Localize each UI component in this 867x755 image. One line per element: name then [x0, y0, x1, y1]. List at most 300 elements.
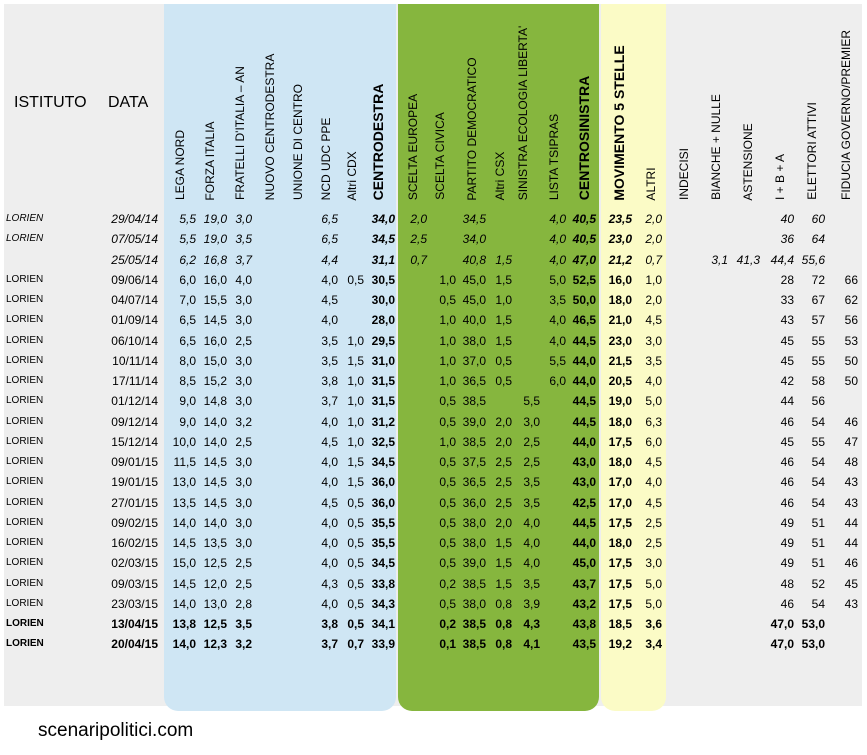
cell-sc: 0,5	[439, 293, 456, 307]
cell-pd: 40,0	[462, 313, 486, 328]
cell-ncdudc: 4,0	[321, 475, 338, 490]
row-istituto: LORIEN	[6, 435, 44, 447]
cell-ibpa: 33	[780, 293, 794, 307]
cell-sel: 4,3	[523, 617, 540, 631]
cell-tsipras: 6,0	[549, 374, 566, 388]
cell-cdx: 31,1	[371, 252, 395, 267]
cell-sel: 4,0	[523, 515, 540, 530]
cell-sel: 3,0	[523, 414, 540, 429]
cell-sel: 4,0	[523, 556, 540, 571]
cell-ibpa: 46	[780, 495, 794, 510]
cell-fdi: 3,0	[235, 455, 252, 469]
cell-cdx: 30,5	[371, 272, 395, 287]
cell-lega: 6,2	[179, 252, 196, 267]
cell-sc: 0,5	[439, 455, 456, 469]
cell-tsipras: 4,0	[549, 313, 566, 328]
cell-ncdudc: 4,0	[321, 515, 338, 530]
cell-altri: 2,5	[645, 515, 662, 530]
row-istituto: LORIEN	[6, 213, 44, 224]
column-header-bianche: BIANCHE + NULLE	[709, 94, 723, 200]
cell-fi: 14,5	[203, 495, 227, 510]
cell-altricdx: 0,7	[347, 637, 364, 652]
column-header-altricdx: Altri CDX	[345, 150, 359, 201]
cell-ibpa: 42	[780, 374, 794, 388]
column-header-m5s: MOVIMENTO 5 STELLE	[611, 44, 627, 201]
cell-fi: 14,8	[203, 394, 227, 409]
cell-fdi: 3,0	[235, 374, 252, 388]
cell-csx: 50,0	[572, 293, 596, 307]
cell-fiducia: 56	[844, 313, 858, 328]
cell-altricsx: 2,5	[495, 495, 512, 510]
cell-altricsx: 1,0	[495, 293, 512, 307]
cell-altri: 4,5	[645, 455, 662, 469]
cell-m5s: 23,0	[608, 232, 632, 247]
column-header-elettori: ELETTORI ATTIVI	[805, 102, 819, 200]
row-date: 15/12/14	[111, 434, 158, 449]
cell-tsipras: 5,0	[549, 272, 566, 287]
cell-fdi: 3,0	[235, 495, 252, 510]
row-date: 13/04/15	[111, 617, 158, 631]
cell-cdx: 34,0	[371, 212, 395, 226]
cell-ncdudc: 4,0	[321, 596, 338, 611]
cell-cdx: 33,8	[371, 576, 395, 591]
cell-cdx: 31,5	[371, 374, 395, 388]
cell-tsipras: 4,0	[549, 333, 566, 348]
cell-pd: 36,5	[462, 475, 486, 490]
cell-altricsx: 2,0	[495, 414, 512, 429]
cell-sel: 2,5	[523, 455, 540, 469]
row-istituto: LORIEN	[6, 294, 44, 305]
cell-se: 2,0	[410, 212, 427, 226]
cell-cdx: 31,2	[371, 414, 395, 429]
cell-altricdx: 1,5	[347, 455, 364, 469]
cell-altricdx: 0,5	[347, 272, 364, 287]
cell-altricdx: 0,5	[347, 556, 364, 571]
cell-altricdx: 1,0	[347, 374, 364, 388]
cell-sel: 3,5	[523, 475, 540, 490]
cell-altricdx: 0,5	[347, 596, 364, 611]
cell-altri: 2,0	[645, 293, 662, 307]
cell-fi: 12,0	[203, 576, 227, 591]
cell-elettori: 51	[811, 556, 825, 571]
cell-csx: 45,0	[572, 556, 596, 571]
cell-fdi: 3,5	[235, 617, 252, 631]
row-date: 19/01/15	[111, 475, 158, 490]
row-date: 02/03/15	[111, 556, 158, 571]
cell-m5s: 18,0	[608, 455, 632, 469]
cell-pd: 37,0	[462, 353, 486, 368]
cell-tsipras: 4,0	[549, 232, 566, 247]
cell-ncdudc: 3,7	[321, 637, 338, 652]
cell-sel: 5,5	[523, 394, 540, 409]
cell-ibpa: 48	[780, 576, 794, 591]
cell-elettori: 55,6	[801, 252, 825, 267]
cell-fiducia: 43	[844, 495, 858, 510]
cell-sc: 1,0	[439, 333, 456, 348]
cell-pd: 39,0	[462, 414, 486, 429]
cell-altri: 3,4	[645, 637, 662, 652]
cell-elettori: 57	[811, 313, 825, 328]
cell-pd: 34,0	[462, 232, 486, 247]
cell-fi: 13,5	[203, 536, 227, 550]
cell-ibpa: 40	[780, 212, 794, 226]
cell-cdx: 34,1	[371, 617, 395, 631]
cell-lega: 5,5	[179, 232, 196, 247]
row-date: 09/02/15	[111, 515, 158, 530]
cell-pd: 34,5	[462, 212, 486, 226]
cell-m5s: 19,2	[608, 637, 632, 652]
cell-lega: 14,5	[172, 536, 196, 550]
cell-altri: 2,0	[645, 232, 662, 247]
cell-fdi: 2,8	[235, 596, 252, 611]
cell-csx: 43,5	[572, 637, 596, 652]
cell-ncdudc: 4,5	[321, 434, 338, 449]
cell-cdx: 30,0	[371, 293, 395, 307]
cell-ibpa: 47,0	[770, 617, 794, 631]
cell-ibpa: 44	[780, 394, 794, 409]
cell-altricdx: 1,0	[347, 394, 364, 409]
cell-altri: 3,0	[645, 333, 662, 348]
cell-elettori: 54	[811, 414, 825, 429]
cell-fiducia: 50	[844, 353, 858, 368]
cell-ibpa: 45	[780, 353, 794, 368]
column-header-csx: CENTROSINISTRA	[576, 75, 592, 201]
cell-altricsx: 2,5	[495, 455, 512, 469]
source-footer: scenaripolitici.com	[38, 720, 194, 741]
cell-altricsx: 1,5	[495, 576, 512, 591]
cell-altricdx: 0,5	[347, 515, 364, 530]
cell-altricsx: 1,5	[495, 252, 512, 267]
row-istituto: LORIEN	[6, 496, 44, 508]
cell-elettori: 55	[811, 434, 825, 449]
column-header-lega: LEGA NORD	[173, 129, 187, 201]
cell-altricsx: 1,5	[495, 313, 512, 328]
row-date: 01/09/14	[111, 313, 158, 328]
cell-pd: 38,0	[462, 536, 486, 550]
cell-csx: 44,5	[572, 333, 596, 348]
cell-tsipras: 4,0	[549, 212, 566, 226]
cell-csx: 43,0	[572, 455, 596, 469]
column-header-ibpa: I + B + A	[773, 153, 787, 201]
row-date: 01/12/14	[111, 394, 158, 409]
column-header-se: SCELTA EUROPEA	[406, 93, 420, 201]
cell-altri: 4,5	[645, 495, 662, 510]
cell-cdx: 35,5	[371, 515, 395, 530]
cell-fi: 15,2	[203, 374, 227, 388]
cell-pd: 38,5	[462, 576, 486, 591]
cell-ncdudc: 3,8	[321, 374, 338, 388]
cell-elettori: 51	[811, 536, 825, 550]
cell-fdi: 3,0	[235, 313, 252, 328]
cell-fi: 15,5	[203, 293, 227, 307]
row-date: 27/01/15	[111, 495, 158, 510]
header-istituto: ISTITUTO	[14, 94, 87, 111]
cell-fiducia: 45	[844, 576, 858, 591]
cell-ibpa: 43	[780, 313, 794, 328]
cell-cdx: 34,5	[371, 455, 395, 469]
row-date: 09/12/14	[111, 414, 158, 429]
cell-lega: 14,0	[172, 637, 196, 652]
cell-sc: 1,0	[439, 272, 456, 287]
cell-altri: 2,5	[645, 536, 662, 550]
column-header-fdi: FRATELLI D'ITALIA – AN	[233, 66, 247, 200]
cell-pd: 38,0	[462, 596, 486, 611]
cell-csx: 43,0	[572, 475, 596, 490]
cell-m5s: 21,5	[608, 353, 632, 368]
row-istituto: LORIEN	[6, 618, 44, 629]
cell-fi: 16,0	[203, 272, 227, 287]
cell-ibpa: 45	[780, 333, 794, 348]
cell-elettori: 53,0	[801, 617, 825, 631]
cell-ncdudc: 4,0	[321, 556, 338, 571]
cell-fi: 12,5	[203, 556, 227, 571]
cell-ncdudc: 6,5	[321, 212, 338, 226]
cell-altricsx: 0,5	[495, 353, 512, 368]
cell-lega: 6,5	[179, 313, 196, 328]
cell-pd: 38,0	[462, 333, 486, 348]
cell-cdx: 32,5	[371, 434, 395, 449]
cell-csx: 43,8	[572, 617, 596, 631]
cell-cdx: 35,5	[371, 536, 395, 550]
row-istituto: LORIEN	[6, 597, 44, 609]
column-header-fiducia: FIDUCIA GOVERNO/PREMIER	[839, 29, 853, 201]
cell-lega: 13,5	[172, 495, 196, 510]
cell-fi: 16,0	[203, 333, 227, 348]
cell-m5s: 23,0	[608, 333, 632, 348]
cell-m5s: 18,5	[608, 617, 632, 631]
cell-ncdudc: 4,0	[321, 536, 338, 550]
cell-elettori: 58	[811, 374, 825, 388]
cell-lega: 7,0	[179, 293, 196, 307]
cell-csx: 44,0	[572, 374, 596, 388]
cell-altri: 4,0	[645, 475, 662, 490]
cell-altri: 0,7	[645, 252, 662, 267]
cell-ncdudc: 4,0	[321, 414, 338, 429]
cell-lega: 8,5	[179, 374, 196, 388]
cell-fdi: 4,0	[235, 272, 252, 287]
cell-elettori: 67	[811, 293, 825, 307]
cell-ncdudc: 4,5	[321, 293, 338, 307]
cell-lega: 13,0	[172, 475, 196, 490]
cell-sc: 0,5	[439, 515, 456, 530]
cell-m5s: 16,0	[608, 272, 632, 287]
cell-ibpa: 28	[780, 272, 794, 287]
cell-lega: 11,5	[173, 455, 196, 469]
cell-fiducia: 44	[844, 536, 858, 550]
cell-m5s: 18,0	[608, 414, 632, 429]
cell-fi: 16,8	[203, 252, 227, 267]
cell-m5s: 17,5	[608, 596, 632, 611]
cell-cdx: 28,0	[371, 313, 395, 328]
cell-lega: 14,0	[172, 596, 196, 611]
cell-m5s: 21,2	[608, 252, 632, 267]
cell-ncdudc: 4,3	[321, 576, 338, 591]
cell-ncdudc: 4,4	[321, 252, 338, 267]
cell-ibpa: 44,4	[770, 252, 794, 267]
cell-astensione: 41,3	[736, 252, 760, 267]
cell-fiducia: 46	[844, 414, 858, 429]
cell-ibpa: 49	[780, 515, 794, 530]
cell-cdx: 33,9	[371, 637, 395, 652]
cell-ibpa: 46	[780, 414, 794, 429]
cell-pd: 45,0	[462, 293, 486, 307]
cell-csx: 44,5	[572, 515, 596, 530]
cell-fdi: 3,2	[235, 637, 252, 652]
row-date: 09/03/15	[111, 576, 158, 591]
cell-altricdx: 0,5	[347, 617, 364, 631]
column-header-altri: ALTRI	[644, 166, 658, 201]
header-data: DATA	[108, 94, 149, 111]
column-header-pd: PARTITO DEMOCRATICO	[465, 56, 479, 201]
cell-lega: 8,0	[179, 353, 196, 368]
cell-altricsx: 2,5	[495, 475, 512, 490]
cell-fi: 12,5	[203, 617, 227, 631]
cell-fdi: 2,5	[235, 434, 252, 449]
cell-fiducia: 66	[844, 272, 858, 287]
row-date: 06/10/14	[111, 333, 158, 348]
cell-sc: 0,5	[439, 495, 456, 510]
cell-fdi: 3,0	[235, 293, 252, 307]
cell-ibpa: 45	[780, 434, 794, 449]
row-date: 29/04/14	[111, 212, 158, 226]
cell-altricdx: 1,0	[347, 414, 364, 429]
cell-fdi: 3,0	[235, 536, 252, 550]
cell-altricsx: 2,0	[495, 515, 512, 530]
cell-elettori: 54	[811, 495, 825, 510]
cell-lega: 9,0	[179, 414, 196, 429]
cell-fiducia: 44	[844, 515, 858, 530]
cell-cdx: 31,5	[371, 394, 395, 409]
cell-sc: 0,2	[439, 576, 456, 591]
row-date: 10/11/14	[112, 353, 158, 368]
cell-pd: 40,8	[462, 252, 486, 267]
column-header-fi: FORZA ITALIA	[203, 120, 217, 201]
cell-fiducia: 53	[844, 333, 858, 348]
cell-elettori: 72	[811, 272, 825, 287]
cell-m5s: 17,5	[608, 556, 632, 571]
cell-sc: 0,5	[439, 556, 456, 571]
cell-fdi: 3,5	[235, 232, 252, 247]
cell-ibpa: 46	[780, 455, 794, 469]
cell-ncdudc: 4,5	[321, 495, 338, 510]
cell-sc: 1,0	[439, 434, 456, 449]
cell-sc: 1,0	[439, 353, 456, 368]
cell-pd: 38,5	[462, 394, 486, 409]
column-header-cdx: CENTRODESTRA	[370, 83, 386, 200]
cell-elettori: 55	[811, 353, 825, 368]
row-istituto: LORIEN	[6, 577, 44, 589]
cell-ncdudc: 3,5	[321, 333, 338, 348]
cell-ibpa: 49	[780, 556, 794, 571]
cell-elettori: 55	[811, 333, 825, 348]
cell-sc: 0,2	[439, 617, 456, 631]
cell-altri: 2,0	[645, 212, 662, 226]
cell-altricsx: 1,5	[495, 556, 512, 571]
cell-cdx: 31,0	[371, 353, 395, 368]
cell-lega: 5,5	[179, 212, 196, 226]
cell-fiducia: 46	[844, 556, 858, 571]
cell-pd: 38,5	[462, 434, 486, 449]
cell-altri: 5,0	[645, 596, 662, 611]
cell-fi: 13,0	[203, 596, 227, 611]
cell-altricdx: 1,0	[347, 333, 364, 348]
cell-altricsx: 0,8	[495, 637, 512, 652]
cell-pd: 36,5	[462, 374, 486, 388]
cell-lega: 14,0	[172, 515, 196, 530]
column-header-indecisi: INDECISI	[677, 147, 691, 201]
cell-m5s: 17,5	[608, 515, 632, 530]
cell-csx: 52,5	[572, 272, 596, 287]
cell-fiducia: 47	[844, 434, 858, 449]
cell-altricdx: 1,5	[347, 353, 364, 368]
column-header-altricsx: Altri CSX	[493, 151, 507, 200]
cell-fi: 14,5	[203, 475, 227, 490]
row-date: 20/04/15	[111, 637, 158, 652]
cell-sc: 0,5	[439, 596, 456, 611]
cell-elettori: 56	[811, 394, 825, 409]
row-date: 09/01/15	[111, 455, 158, 469]
cell-fi: 14,0	[203, 414, 227, 429]
cell-sel: 3,5	[523, 576, 540, 591]
cell-pd: 38,5	[462, 637, 486, 652]
cell-cdx: 34,3	[371, 596, 395, 611]
cell-elettori: 51	[811, 515, 825, 530]
cell-sc: 0,5	[439, 394, 456, 409]
cell-tsipras: 3,5	[549, 293, 566, 307]
cell-lega: 6,5	[179, 333, 196, 348]
cell-csx: 44,5	[572, 414, 596, 429]
row-date: 07/05/14	[111, 232, 158, 247]
cell-fi: 15,0	[203, 353, 227, 368]
cell-fi: 12,3	[203, 637, 227, 652]
row-date: 17/11/14	[112, 374, 158, 388]
row-istituto: LORIEN	[6, 537, 44, 548]
cell-sc: 0,5	[439, 536, 456, 550]
cell-ncdudc: 4,0	[321, 313, 338, 328]
cell-fiducia: 43	[844, 475, 858, 490]
row-istituto: LORIEN	[6, 456, 44, 467]
cell-csx: 44,5	[572, 394, 596, 409]
row-istituto: LORIEN	[6, 314, 44, 326]
cell-fi: 14,5	[203, 455, 227, 469]
cell-ncdudc: 4,0	[321, 455, 338, 469]
column-header-astensione: ASTENSIONE	[741, 122, 755, 201]
cell-fdi: 3,7	[235, 252, 252, 267]
cell-ibpa: 46	[780, 596, 794, 611]
column-header-sel: SINISTRA ECOLOGIA LIBERTA'	[516, 25, 530, 200]
cell-ncdudc: 3,5	[321, 353, 338, 368]
cell-altricsx: 0,5	[495, 374, 512, 388]
cell-csx: 44,0	[572, 353, 596, 368]
cell-fdi: 2,5	[235, 333, 252, 348]
cell-fiducia: 62	[844, 293, 858, 307]
cell-altri: 3,6	[645, 617, 662, 631]
cell-altricdx: 1,0	[347, 434, 364, 449]
cell-cdx: 34,5	[371, 232, 395, 247]
cell-fi: 14,0	[203, 434, 227, 449]
cell-altri: 5,0	[645, 576, 662, 591]
cell-csx: 43,2	[572, 596, 596, 611]
cell-csx: 42,5	[572, 495, 596, 510]
cell-altri: 4,5	[645, 313, 662, 328]
cell-altri: 5,0	[645, 394, 662, 409]
cell-sc: 0,1	[439, 637, 456, 652]
cell-lega: 13,8	[172, 617, 196, 631]
cell-fdi: 3,0	[235, 515, 252, 530]
cell-altri: 3,5	[645, 353, 662, 368]
cell-pd: 37,5	[462, 455, 486, 469]
cell-ncdudc: 4,0	[321, 272, 338, 287]
